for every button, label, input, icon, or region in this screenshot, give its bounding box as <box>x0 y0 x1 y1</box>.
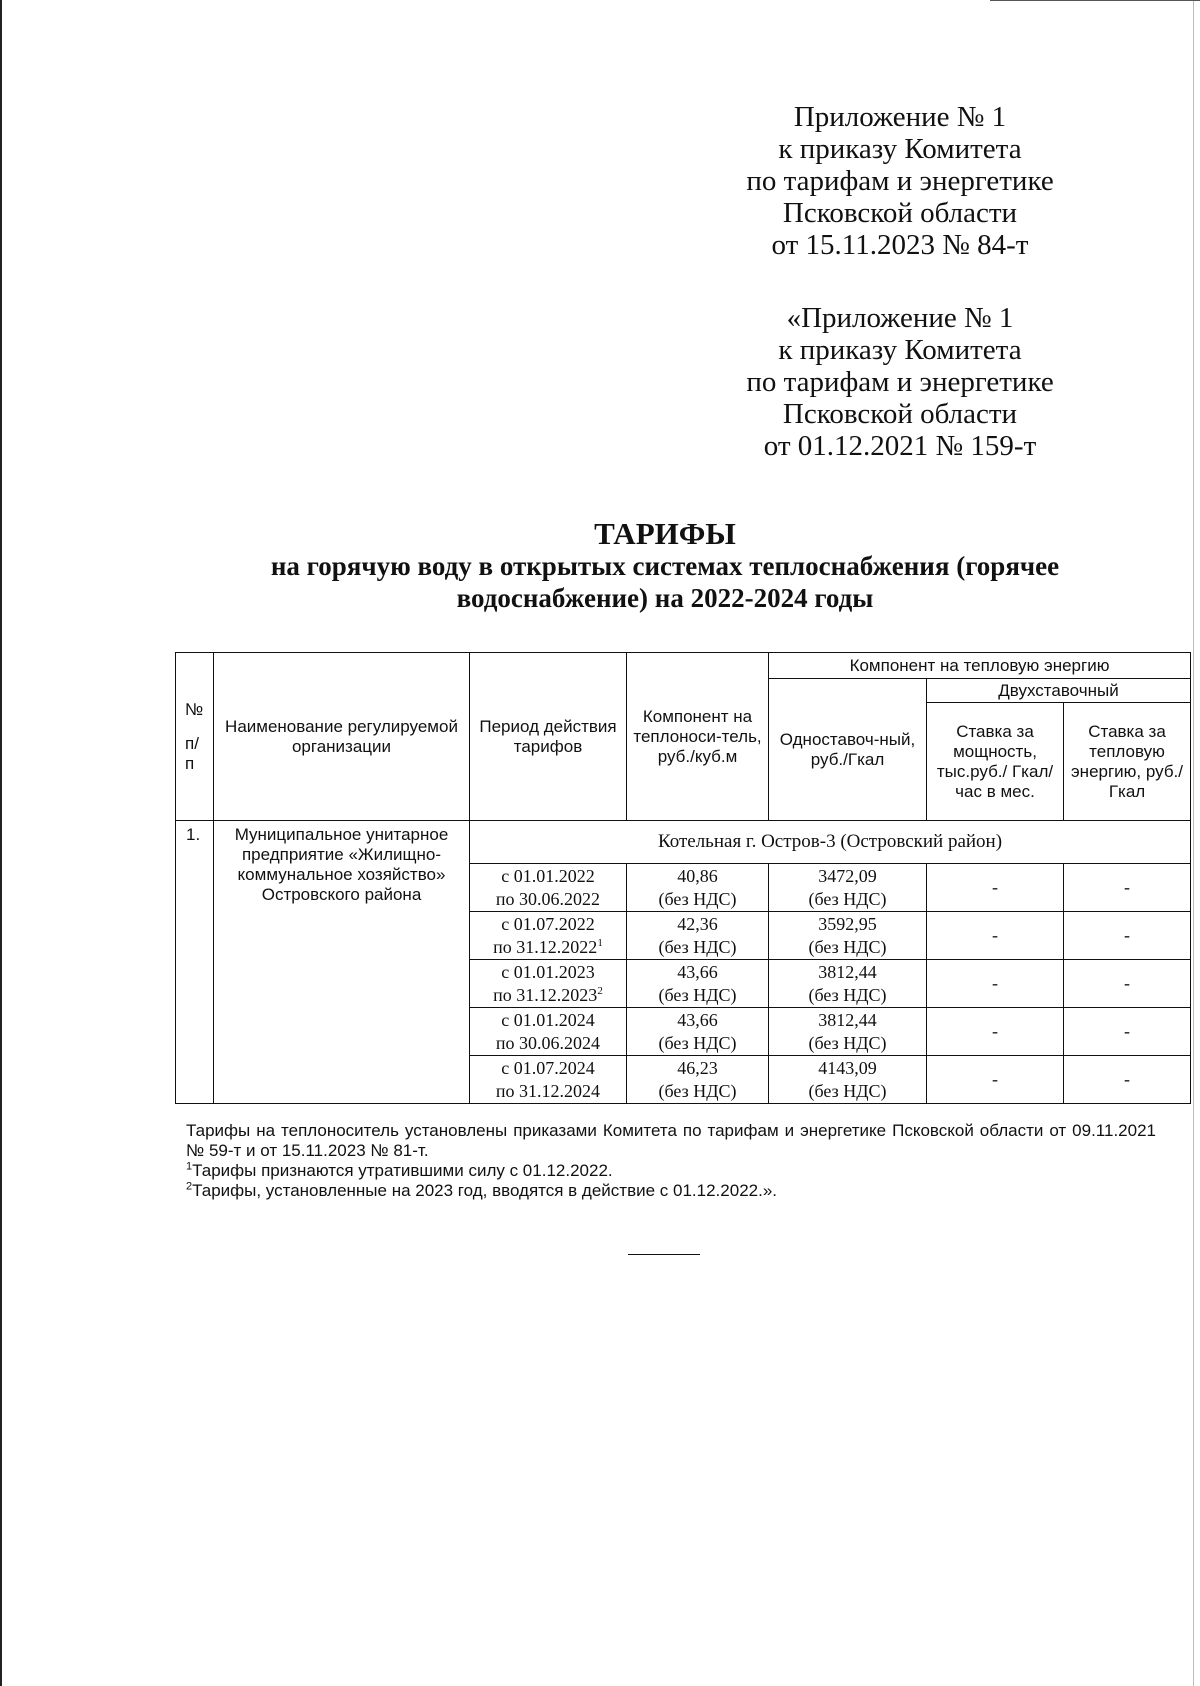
period-cell: с 01.01.2023 по 31.12.2023$^2$ <box>470 960 627 1008</box>
appendix-line: Псковской области <box>782 197 1018 229</box>
header-period: Период действия тарифов <box>470 653 627 821</box>
appendix-line: по тарифам и энергетике <box>746 165 1054 197</box>
appendix-line: к приказу Комитета <box>778 334 1022 366</box>
single-rate-cell: 4143,09 (без НДС) <box>769 1056 927 1104</box>
page-left-edge <box>0 0 2 1686</box>
period-cell: с 01.07.2024 по 31.12.2024 <box>470 1056 627 1104</box>
tariffs-table <box>175 652 1191 1104</box>
energy-rate-cell: - <box>1064 912 1191 960</box>
closing-rule <box>628 1254 700 1255</box>
period-cell: с 01.01.2022 по 30.06.2022 <box>470 864 627 912</box>
title-subtitle-line: водоснабжение) на 2022-2024 годы <box>456 583 874 613</box>
footnote-1: $^1$Тарифы признаются утратившими силу с 01.12.2022. <box>186 1160 613 1180</box>
carrier-cell: 43,66 (без НДС) <box>627 1008 769 1056</box>
appendix-current-header <box>700 101 1100 261</box>
single-rate-cell: 3812,44 (без НДС) <box>769 960 927 1008</box>
header-number: № п/ п <box>176 653 214 821</box>
appendix-line: к приказу Комитета <box>778 133 1022 165</box>
capacity-rate-cell: - <box>927 864 1064 912</box>
header-energy-rate: Ставка за тепловую энергию, руб./Гкал <box>1064 703 1191 821</box>
header-capacity-rate: Ставка за мощность, тыс.руб./ Гкал/час в мес. <box>927 703 1064 821</box>
energy-rate-cell: - <box>1064 864 1191 912</box>
capacity-rate-cell: - <box>927 1056 1064 1104</box>
appendix-line: «Приложение № 1 <box>786 302 1014 334</box>
energy-rate-cell: - <box>1064 960 1191 1008</box>
footnotes <box>186 1121 1156 1201</box>
capacity-rate-cell: - <box>927 912 1064 960</box>
boiler-house-name: Котельная г. Остров-3 (Островский район) <box>470 821 1191 864</box>
appendix-line: Приложение № 1 <box>793 101 1007 133</box>
header-carrier-component: Компонент на теплоноси-тель, руб./куб.м <box>627 653 769 821</box>
carrier-cell: 46,23 (без НДС) <box>627 1056 769 1104</box>
single-rate-cell: 3812,44 (без НДС) <box>769 1008 927 1056</box>
organization-name: Муниципальное унитарное предприятие «Жилищно-коммунальное хозяйство» Островского района <box>214 821 470 1104</box>
carrier-cell: 40,86 (без НДС) <box>627 864 769 912</box>
header-two-rate: Двухставочный <box>927 679 1191 703</box>
appendix-previous-header <box>700 302 1100 462</box>
appendix-line: от 15.11.2023 № 84-т <box>771 229 1029 261</box>
period-cell: с 01.01.2024 по 30.06.2024 <box>470 1008 627 1056</box>
capacity-rate-cell: - <box>927 1008 1064 1056</box>
energy-rate-cell: - <box>1064 1008 1191 1056</box>
appendix-line: от 01.12.2021 № 159-т <box>763 430 1037 462</box>
header-organization: Наименование регулируемой организации <box>214 653 470 821</box>
title-main: ТАРИФЫ <box>594 516 736 551</box>
period-cell: с 01.07.2022 по 31.12.2022$^1$ <box>470 912 627 960</box>
carrier-cell: 43,66 (без НДС) <box>627 960 769 1008</box>
note-main: Тарифы на теплоноситель установлены приказами Комитета по тарифам и энергетике Псковской области от 09.11.2021 № 59-т и от 15.11.2023 № 81-т. <box>186 1121 1156 1160</box>
page-right-edge <box>1193 0 1194 1686</box>
energy-rate-cell: - <box>1064 1056 1191 1104</box>
header-single-rate: Одноставоч-ный, руб./Гкал <box>769 679 927 821</box>
appendix-line: Псковской области <box>782 398 1018 430</box>
single-rate-cell: 3592,95 (без НДС) <box>769 912 927 960</box>
capacity-rate-cell: - <box>927 960 1064 1008</box>
appendix-line: по тарифам и энергетике <box>746 366 1054 398</box>
row-number: 1. <box>176 821 214 1104</box>
single-rate-cell: 3472,09 (без НДС) <box>769 864 927 912</box>
title-subtitle-line: на горячую воду в открытых системах теплоснабжения (горячее <box>270 551 1060 581</box>
footnote-2: $^2$Тарифы, установленные на 2023 год, вводятся в действие с 01.12.2022.». <box>186 1180 777 1200</box>
carrier-cell: 42,36 (без НДС) <box>627 912 769 960</box>
page-top-edge <box>990 0 1200 1</box>
header-energy-component: Компонент на тепловую энергию <box>769 653 1191 679</box>
document-title <box>170 518 1160 614</box>
